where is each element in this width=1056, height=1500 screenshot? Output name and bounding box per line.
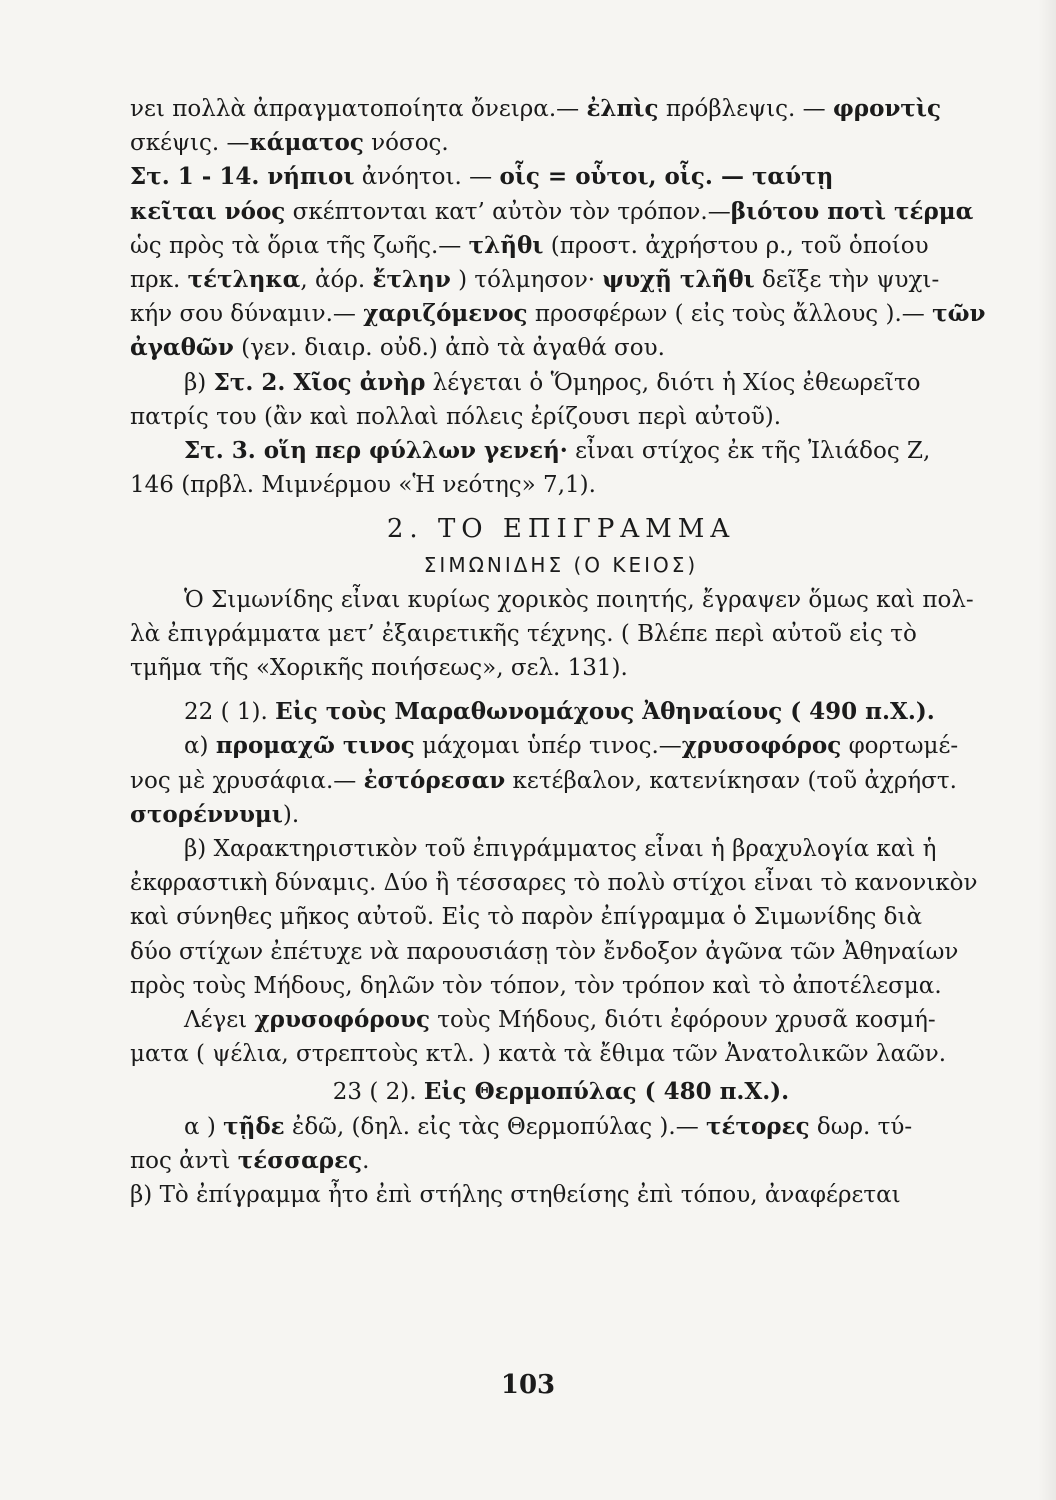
text-line [130,263,992,297]
text-line [130,297,992,331]
text-run: κήν σου δύναμιν.— [130,301,364,328]
text-run: πρόβλεψις. — [658,96,833,122]
bold-term: ψυχῇ τλῆθι [602,266,755,294]
text-run: , ἀόρ. [300,267,373,294]
text-run: φορτωμέ- [841,733,959,760]
epigram-22-notes [130,729,992,1071]
text-run: πρὸς τοὺς Μήδους, δηλῶν τὸν τόπον, τὸν τρόπον καὶ τὸ ἀποτέλεσμα. [130,972,942,999]
section-title: 2. ΤΟ ΕΠΙΓΡΑΜΜΑ [386,514,736,545]
bold-term: Στ. 3. οἵη περ φύλλων γενεή· [184,437,568,465]
text-line [130,92,992,126]
text-run: ). [282,801,300,828]
text-run: ματα ( ψέλια, στρεπτοὺς κτλ. ) κατὰ τὰ ἔθιμα τῶν Ἀνατολικῶν λαῶν. [130,1041,947,1068]
text-run: δωρ. τύ- [809,1113,913,1140]
text-line [130,468,992,502]
text-run: β) [184,369,214,396]
text-run: νει πολλὰ ἀπραγματοποίητα ὄνειρα.— [130,96,587,122]
text-run: δύο στίχων ἐπέτυχε νὰ παρουσιάσῃ τὸν ἔνδοξον ἀγῶνα τῶν Ἀθηναίων [130,938,959,965]
text-run: πρκ. [130,267,188,294]
text-run: (γεν. διαιρ. οὐδ.) ἀπὸ τὰ ἀγαθά σου. [233,335,665,362]
text-line [130,126,992,160]
text-line [130,331,992,365]
bold-term: ἐλπὶς [586,95,659,122]
text-run: δεῖξε τὴν ψυχι- [754,267,940,294]
bold-term: προμαχῶ τινος [215,732,415,760]
text-line [130,434,992,468]
text-line [130,1003,992,1037]
text-line [130,900,992,934]
text-run: β) Χαρακτηριστικὸν τοῦ ἐπιγράμματος εἶναι ἡ βραχυλογία καὶ ἡ [184,836,937,863]
page-body [130,92,992,1212]
text-run: ἐδῶ, (δηλ. εἰς τὰς Θερμοπύλας ).— [284,1113,707,1140]
text-run: ἀνόητοι. — [354,164,500,191]
text-run: τμῆμα τῆς «Χορικῆς ποιήσεως», σελ. 131). [130,655,628,682]
text-line [130,400,992,434]
text-run: πατρίς του (ἂν καὶ πολλαὶ πόλεις ἐρίζουσι περὶ αὐτοῦ). [130,403,782,430]
bold-term: τλῆθι [468,231,544,259]
text-run: (προστ. ἀχρήστου ρ., τοῦ ὁποίου [543,232,929,259]
text-line [130,1144,992,1178]
text-line [130,969,992,1003]
epigram-23-heading [130,1075,992,1109]
text-run: α ) [184,1113,224,1140]
bold-term: χαριζόμενος [363,300,528,328]
bold-term: στορέννυμι [130,800,283,828]
text-run: πος ἀντὶ [130,1147,238,1174]
bold-term: τέσσαρες [237,1146,363,1174]
bold-term: τῇδε [223,1112,285,1140]
epigram-23-number: 23 ( 2). [332,1079,424,1106]
text-run: λὰ ἐπιγράμματα μετ’ ἐξαιρετικῆς τέχνης. ( Βλέπε περὶ αὐτοῦ εἰς τὸ [130,620,917,647]
text-run: ὡς πρὸς τὰ ὅρια τῆς ζωῆς.— [130,232,469,259]
bold-term: κεῖται νόος [130,197,286,225]
text-run: καὶ σύνηθες μῆκος αὐτοῦ. Εἰς τὸ παρὸν ἐπίγραμμα ὁ Σιμωνίδης διὰ [130,904,923,931]
text-run: νος μὲ χρυσάφια.— [130,767,364,794]
text-line [130,583,992,617]
bold-term: τέτορες [706,1112,810,1140]
bold-term: Στ. 1 - 14. νήπιοι [130,163,355,191]
text-run: μάχομαι ὑπέρ τινος.— [414,733,682,760]
text-line [130,1037,992,1071]
text-line [130,366,992,400]
text-line [130,1110,992,1144]
text-line [130,651,992,685]
text-run: Ὁ Σιμωνίδης εἶναι κυρίως χορικὸς ποιητής, ἔγραψεν ὅμως καὶ πολ- [184,586,974,613]
text-run: 146 (πρβλ. Μιμνέρμου «Ἡ νεότης» 7,1). [130,472,596,499]
text-run: προσφέρων ( εἰς τοὺς ἄλλους ).— [527,301,933,328]
epigram-22-title: Εἰς τοὺς Μαραθωνομάχους Ἀθηναίους ( 490 π.Χ.). [275,698,935,726]
section-subtitle: ΣΙΜΩΝΙΔΗΣ (Ο ΚΕΙΟΣ) [423,552,699,577]
page-edge-shadow [1038,0,1056,1500]
intro-paragraph [130,583,992,686]
text-run: σκέψις. — [130,130,250,157]
epigram-22-number: 22 ( 1). [184,699,276,726]
bold-term: τῶν [932,300,986,328]
bold-term: χρυσοφόρους [254,1006,430,1034]
text-run: σκέπτονται κατ’ αὐτὸν τὸν τρόπον.— [285,198,731,225]
text-run: ἐκφραστικὴ δύναμις. Δύο ἢ τέσσαρες τὸ πολὺ στίχοι εἶναι τὸ κανονικὸν [130,870,978,897]
bold-term: τέτληκα [187,266,301,294]
text-run: εἶναι στίχος ἐκ τῆς Ἰλιάδος Ζ, [567,438,931,465]
epigram-23-title: Εἰς Θερμοπύλας ( 480 π.Χ.). [423,1078,790,1106]
text-line [130,160,992,194]
text-line [130,1178,992,1212]
epigram-23-notes [130,1110,992,1213]
text-line [130,798,992,832]
text-run: ) τόλμησον· [450,267,603,294]
bold-term: κάματος [249,129,364,157]
text-run: β) Τὸ ἐπίγραμμα ἦτο ἐπὶ στήλης στηθείσης ἐπὶ τόπου, ἀναφέρεται [130,1182,901,1209]
bold-term: ἐστόρεσαν [363,766,506,794]
text-line [130,617,992,651]
text-line [130,729,992,763]
bold-term: ἔτλην [372,266,451,294]
text-run: α) [184,733,216,760]
bold-term: οἷς = οὗτοι, οἷς. — ταύτῃ [499,163,834,191]
text-run: λέγεται ὁ Ὅμηρος, διότι ἡ Χίος ἐθεωρεῖτο [425,369,921,396]
text-run: νόσος. [363,130,449,157]
bold-term: φροντὶς [833,95,942,122]
bold-term: Στ. 2. Χῖος ἀνὴρ [213,368,426,396]
text-run: . [362,1147,370,1174]
bold-term: ἀγαθῶν [130,334,234,362]
epigram-22-heading [130,695,992,729]
text-line [130,866,992,900]
text-run: Λέγει [184,1007,255,1034]
page-number: 103 [500,1370,556,1400]
text-line [130,229,992,263]
text-line [130,935,992,969]
text-run: τοὺς Μήδους, διότι ἐφόρουν χρυσᾶ κοσμή- [429,1007,936,1034]
text-line [130,195,992,229]
text-run: κετέβαλον, κατενίκησαν (τοῦ ἀχρήστ. [505,767,957,794]
text-line [130,832,992,866]
bold-term: χρυσοφόρος [681,732,842,760]
bold-term: βιότου ποτὶ τέρμα [730,197,974,225]
text-line [130,764,992,798]
commentary-block-1 [130,92,992,502]
